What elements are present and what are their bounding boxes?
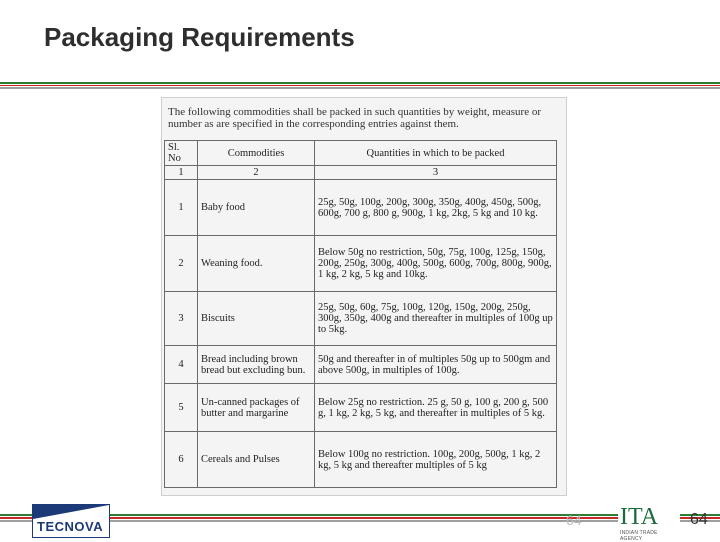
top-divider-stripes <box>0 82 720 92</box>
row-sl: 4 <box>165 346 198 384</box>
ita-logo <box>618 504 680 542</box>
row-commodity: Cereals and Pulses <box>198 432 315 488</box>
slide-title: Packaging Requirements <box>44 22 355 52</box>
colnum-1: 1 <box>165 166 198 180</box>
row-sl: 5 <box>165 384 198 432</box>
ita-logo-text: ITA <box>620 504 659 530</box>
row-quantities: Below 100g no restriction. 100g, 200g, 500g, 1 kg, 2 kg, 5 kg and thereafter multiples of 5 kg <box>315 432 557 488</box>
colnum-3: 3 <box>315 166 557 180</box>
table-row <box>165 292 557 346</box>
table-row <box>165 384 557 432</box>
colnum-2: 2 <box>198 166 315 180</box>
row-sl: 1 <box>165 180 198 236</box>
row-commodity: Bread including brown bread but excluding bun. <box>198 346 315 384</box>
table-row <box>165 236 557 292</box>
scanned-document <box>161 97 567 496</box>
tecnova-logo-wedge <box>33 505 109 519</box>
row-commodity: Biscuits <box>198 292 315 346</box>
slide-number: 64 <box>690 511 708 528</box>
header-sl: Sl. No <box>165 141 198 166</box>
slide-number-faint: 64 <box>566 512 582 528</box>
table-row <box>165 346 557 384</box>
header-commodities: Commodities <box>198 141 315 166</box>
document-intro: The following commodities shall be packed in such quantities by weight, measure or number as are specified in the corresponding entries against them. <box>168 106 541 130</box>
table-row <box>165 432 557 488</box>
row-sl: 6 <box>165 432 198 488</box>
row-sl: 3 <box>165 292 198 346</box>
tecnova-logo-text: TECNOVA <box>37 519 104 534</box>
ita-logo-subtitle: INDIAN TRADE AGENCY <box>620 530 658 542</box>
table-header-row <box>165 141 557 166</box>
header-quantities: Quantities in which to be packed <box>315 141 557 166</box>
row-quantities: 25g, 50g, 100g, 200g, 300g, 350g, 400g, 450g, 500g, 600g, 700 g, 800 g, 900g, 1 kg, 2kg, 5 kg and 10 kg. <box>315 180 557 236</box>
row-commodity: Baby food <box>198 180 315 236</box>
row-sl: 2 <box>165 236 198 292</box>
commodities-table <box>164 140 557 488</box>
row-quantities: Below 25g no restriction. 25 g, 50 g, 100 g, 200 g, 500 g, 1 kg, 2 kg, 5 kg, and thereafter in multiples of 5 kg. <box>315 384 557 432</box>
row-commodity: Weaning food. <box>198 236 315 292</box>
row-quantities: Below 50g no restriction, 50g, 75g, 100g, 125g, 150g, 200g, 250g, 300g, 400g, 500g, 600g, 700g, 800g, 900g, 1 kg, 2 kg, 5 kg and 10kg. <box>315 236 557 292</box>
row-quantities: 25g, 50g, 60g, 75g, 100g, 120g, 150g, 200g, 250g, 300g, 350g, 400g and thereafter in multiples of 100g up to 5kg. <box>315 292 557 346</box>
table-row <box>165 180 557 236</box>
row-commodity: Un-canned packages of butter and margarine <box>198 384 315 432</box>
column-number-row <box>165 166 557 180</box>
tecnova-logo <box>32 504 110 538</box>
row-quantities: 50g and thereafter in of multiples 50g up to 500gm and above 500g, in multiples of 100g. <box>315 346 557 384</box>
